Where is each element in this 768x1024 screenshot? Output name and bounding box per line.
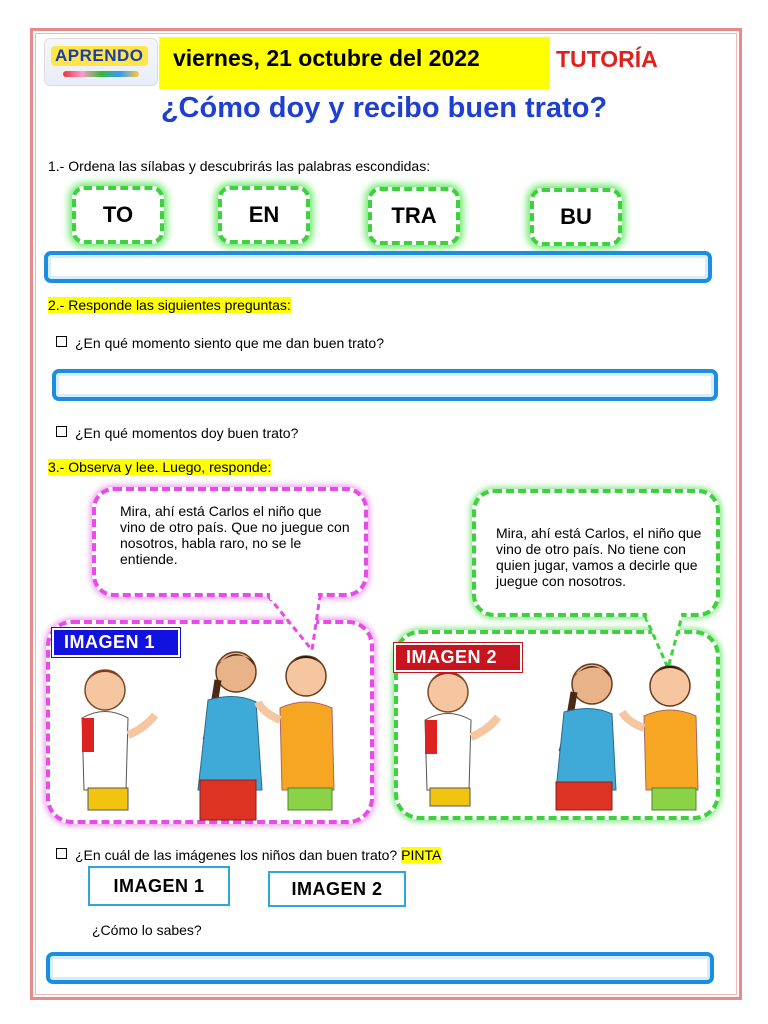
choice-imagen-1[interactable]: IMAGEN 1 (88, 866, 230, 906)
speech-bubble-2-text: Mira, ahí está Carlos, el niño que vino de otro país. No tiene con quien jugar, vamos a decirle que juegue con nosotros. (496, 525, 702, 589)
question-3-text: ¿En cuál de las imágenes los niños dan buen trato? (75, 847, 398, 863)
section3-instruction: 3.- Observa y lee. Luego, responde: (48, 459, 272, 475)
question-3 (56, 847, 441, 863)
followup-question: ¿Cómo lo sabes? (92, 922, 202, 938)
syllable-card: EN (218, 186, 310, 244)
subject-label: TUTORÍA (556, 46, 658, 72)
image-2-label: IMAGEN 2 (394, 643, 522, 672)
checkbox-icon (56, 848, 67, 859)
page-title: ¿Cómo doy y recibo buen trato? (160, 92, 608, 124)
speech-bubble-1-text: Mira, ahí está Carlos el niño que vino de otro país. Que no juegue con nosotros, habla raro, no se le entiende. (120, 503, 350, 567)
syllable-card: BU (530, 188, 622, 246)
syllable-card: TRA (368, 187, 460, 245)
bubble-tail-1 (268, 596, 320, 650)
logo-text: APRENDO (51, 46, 148, 66)
syllable-card: TO (72, 186, 164, 244)
question-2-text: ¿En qué momentos doy buen trato? (75, 425, 299, 441)
question-1-text: ¿En qué momento siento que me dan buen trato? (75, 335, 384, 351)
section1-instruction: 1.- Ordena las sílabas y descubrirás las palabras escondidas: (48, 158, 431, 174)
answer-field-3[interactable] (46, 952, 714, 984)
scene-1-children (82, 652, 334, 820)
choice-imagen-2[interactable]: IMAGEN 2 (268, 871, 406, 907)
pinta-highlight: PINTA (401, 847, 442, 863)
date-text: viernes, 21 octubre del 2022 (173, 45, 480, 71)
bubble-tail-2 (645, 616, 682, 668)
scene-2-children (425, 664, 698, 810)
image-1-label: IMAGEN 1 (52, 628, 180, 657)
section2-instruction: 2.- Responde las siguientes preguntas: (48, 297, 291, 313)
